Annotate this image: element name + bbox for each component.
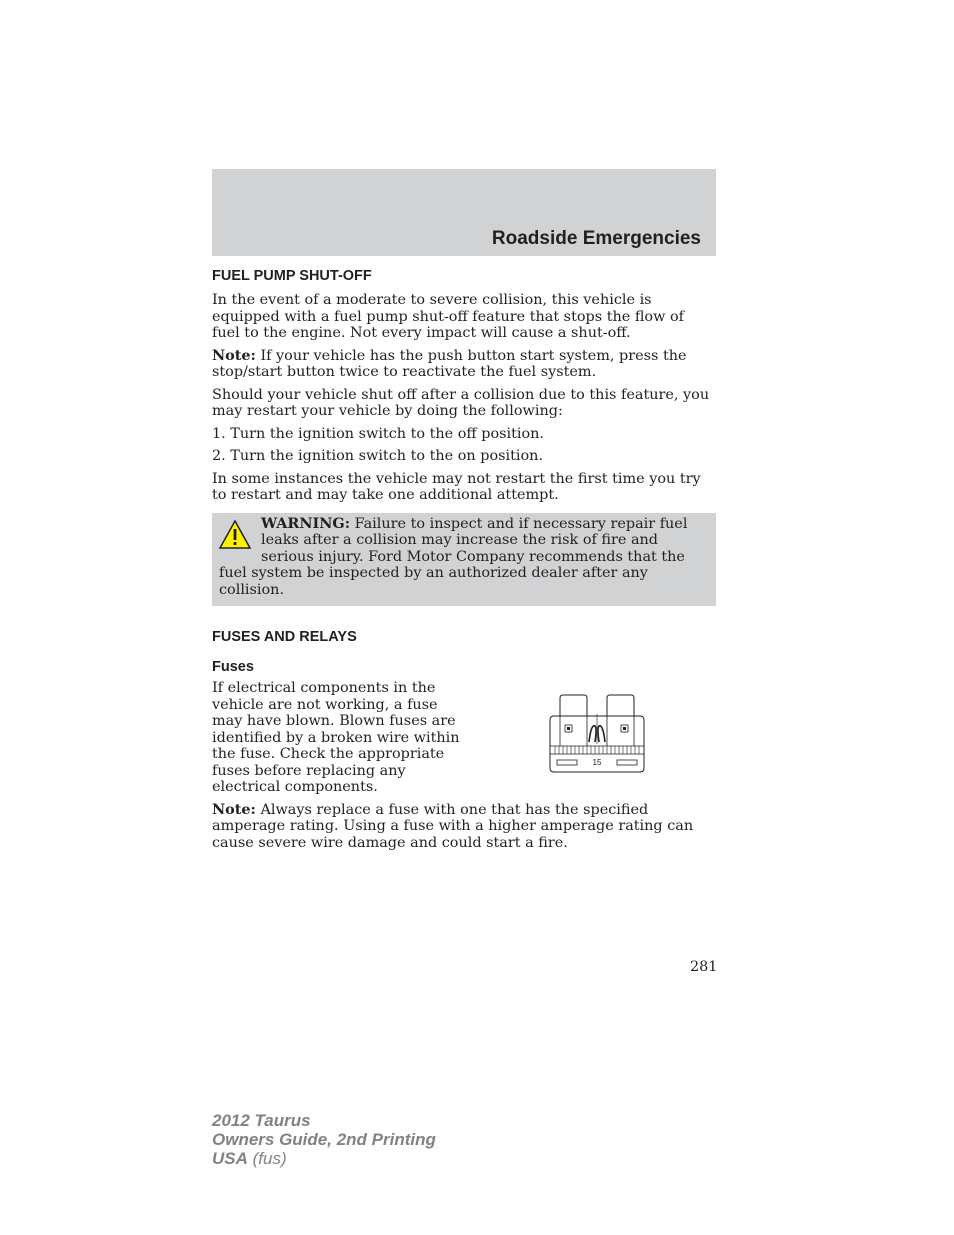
footer-code: (fus) [247, 1149, 287, 1168]
heading-fuses-relays: FUSES AND RELAYS [212, 629, 357, 645]
page-content [212, 266, 716, 851]
paragraph-restart: Should your vehicle shut off after a collision due to this feature, you may restart your vehicle by doing the following: [212, 386, 710, 419]
header-band [212, 169, 716, 256]
note-label-2: Note: [212, 800, 256, 818]
subheading-fuses: Fuses [212, 659, 254, 675]
fuse-section [212, 680, 716, 796]
footer-line-1: 2012 Taurus [212, 1111, 311, 1130]
note-label: Note: [212, 346, 256, 364]
note-text-2: Always replace a fuse with one that has the specified amperage rating. Using a fuse with a higher amperage rating can cause severe wire damage and could start a fire. [212, 801, 694, 851]
note-amperage [212, 802, 716, 852]
footer [212, 1111, 436, 1168]
warning-body: Failure to inspect and if necessary repair fuel leaks after a collision may increase the risk of fire and serious injury. Ford Motor Company recommends that the fuel system be inspected by an authorized dealer after any collision. [219, 515, 688, 598]
paragraph-intro: In the event of a moderate to severe collision, this vehicle is equipped with a fuel pump shut-off feature that stops the flow of fuel to the engine. Not every impact will cause a shut-off. [212, 292, 684, 341]
warning-triangle-icon [219, 519, 251, 551]
warning-text [219, 516, 700, 599]
warning-label: WARNING: [261, 514, 351, 532]
step-1: 1. Turn the ignition switch to the off position. [212, 425, 544, 442]
footer-line-2: Owners Guide, 2nd Printing [212, 1130, 436, 1149]
page-number: 281 [690, 959, 718, 975]
note-push-button [212, 348, 716, 381]
paragraph-fuses: If electrical components in the vehicle are not working, a fuse may have blown. Blown fuses are identified by a broken wire within the fuse. Check the appropriate fuses before replacing any electrical components. [212, 680, 460, 795]
footer-country: USA [212, 1149, 248, 1168]
paragraph-attempt: In some instances the vehicle may not restart the first time you try to restart and may take one additional attempt. [212, 470, 701, 503]
step-2: 2. Turn the ignition switch to the on position. [212, 448, 544, 464]
note-text: If your vehicle has the push button start system, press the stop/start button twice to reactivate the fuel system. [212, 347, 687, 380]
fuse-rating-label: 15 [592, 758, 602, 767]
warning-box [212, 513, 716, 607]
heading-fuel-pump: FUEL PUMP SHUT-OFF [212, 268, 372, 284]
footer-line-3 [212, 1149, 436, 1168]
fuse-illustration [549, 694, 645, 776]
section-title: Roadside Emergencies [491, 228, 701, 249]
